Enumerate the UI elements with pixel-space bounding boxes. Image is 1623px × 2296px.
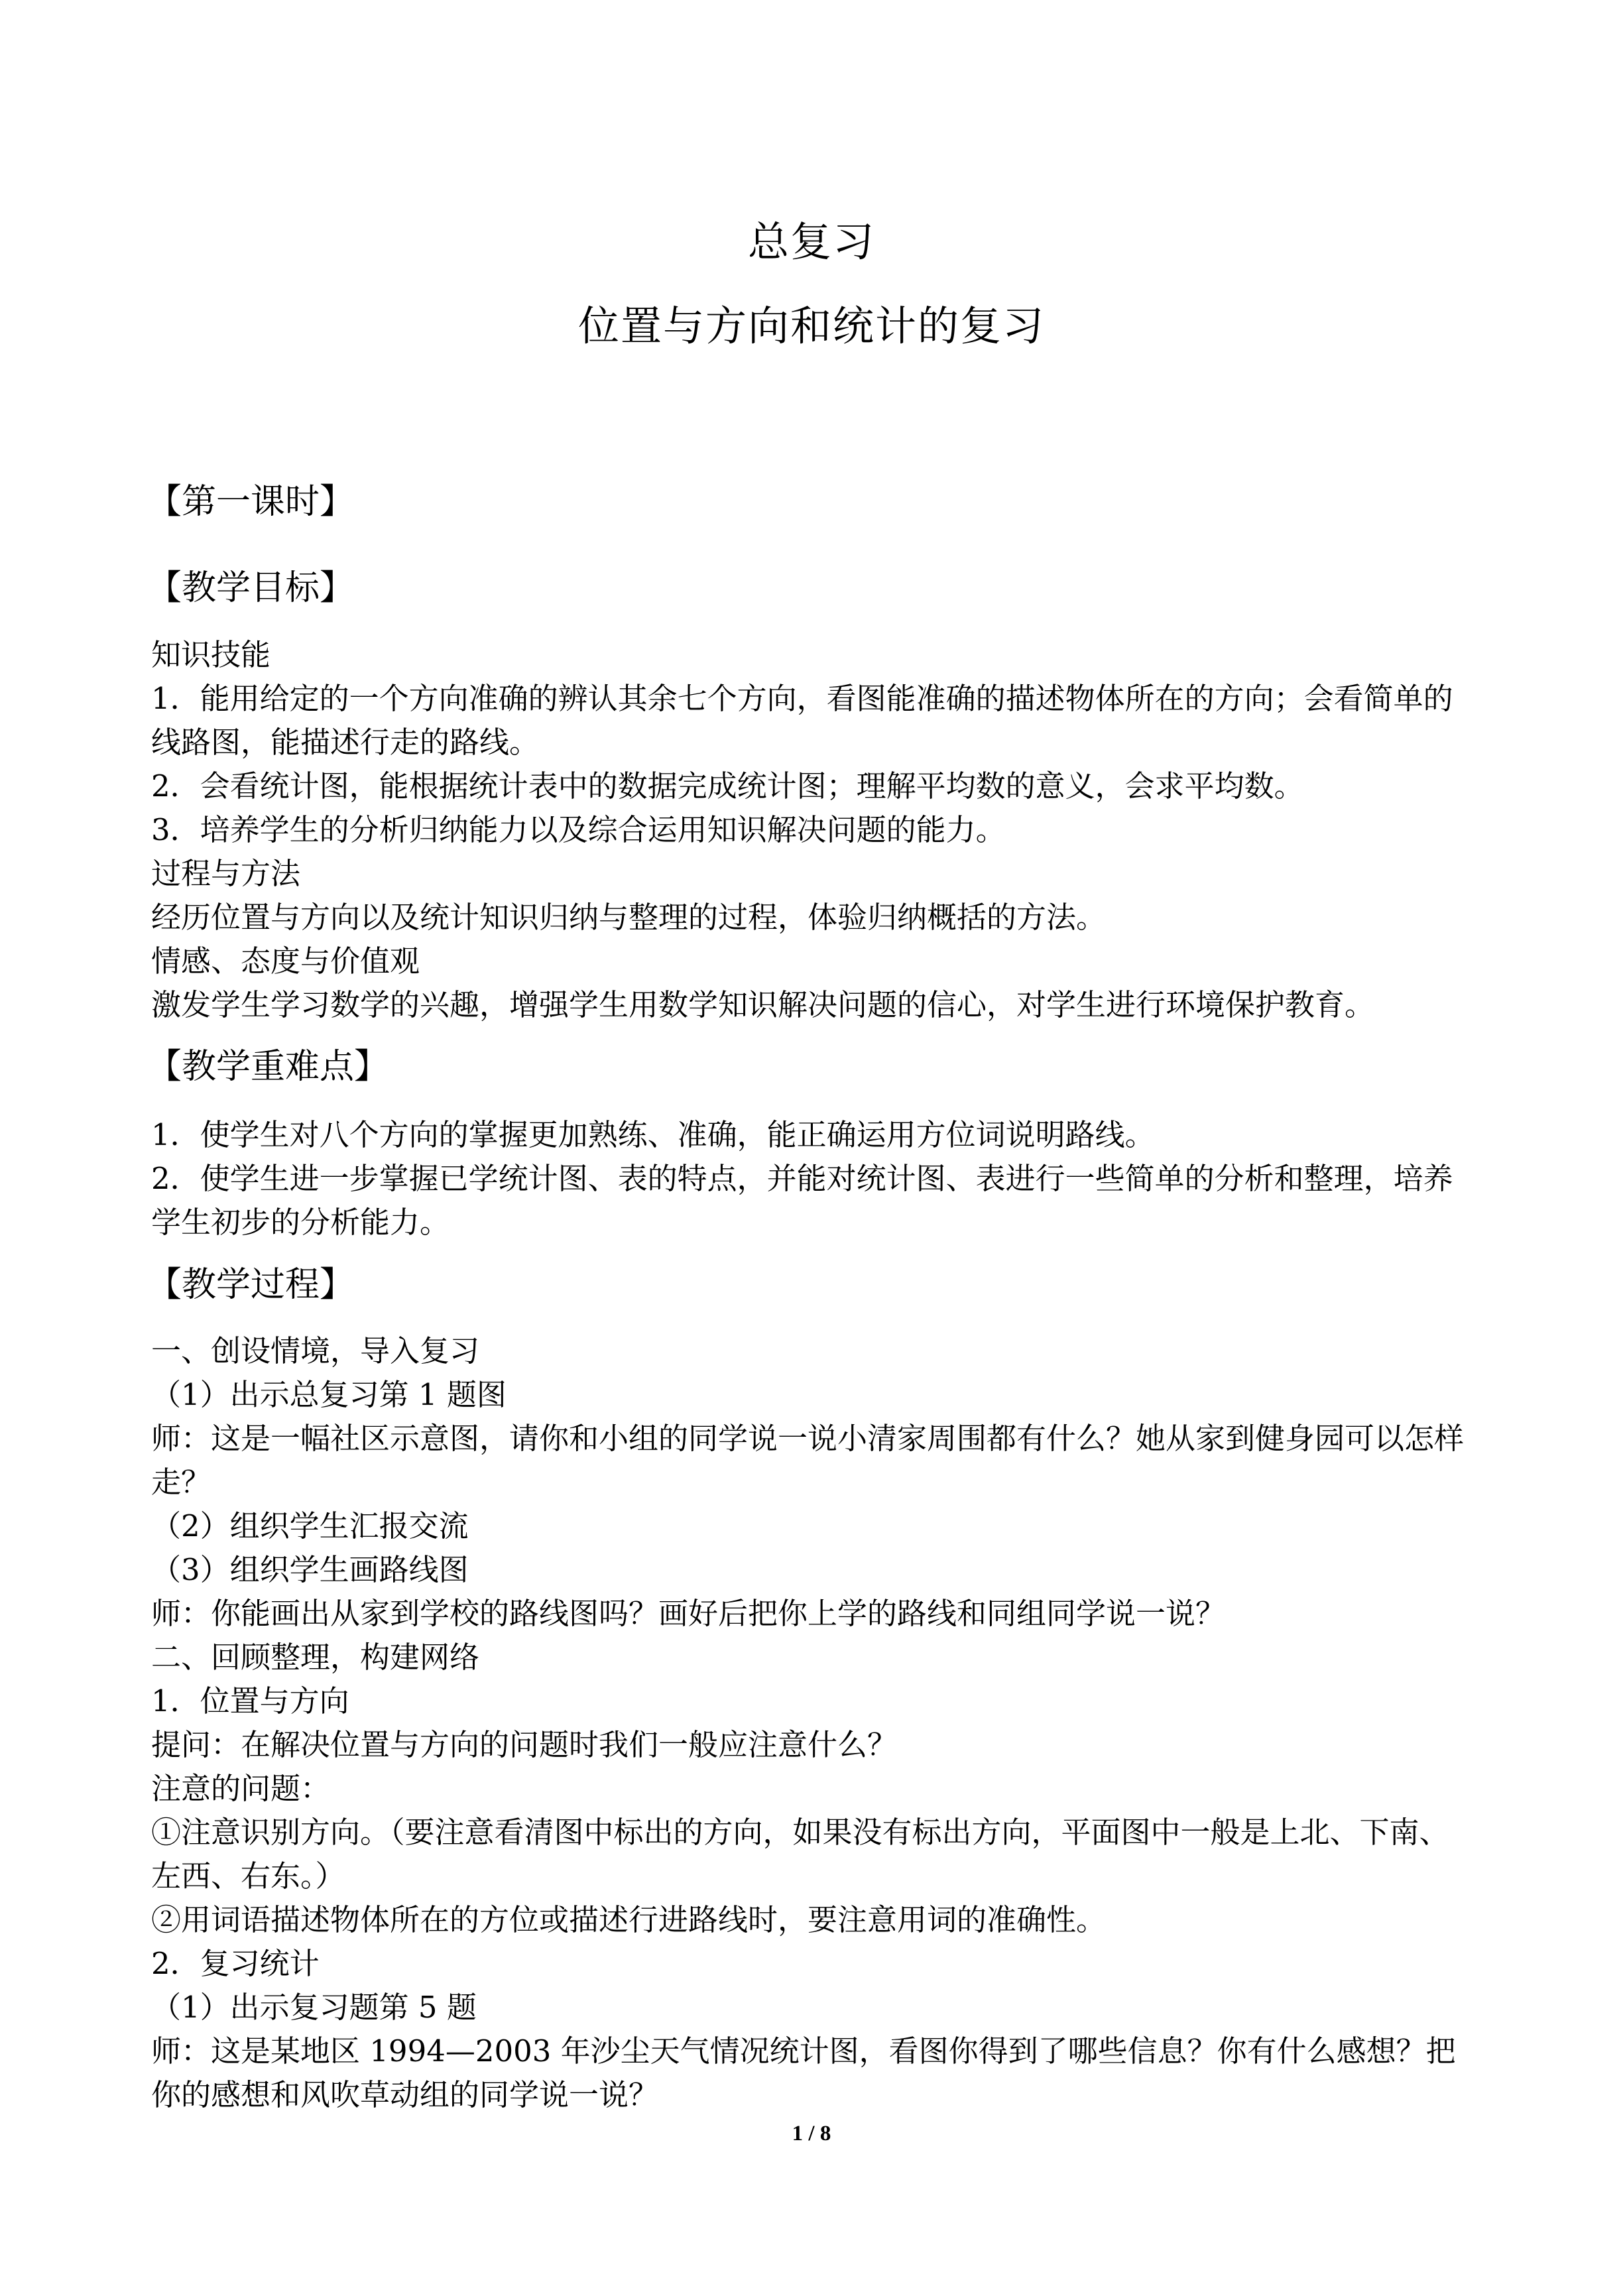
process-line: （2）组织学生汇报交流 <box>151 1508 469 1543</box>
process-line: （1）出示复习题第 5 题 <box>151 1990 477 2025</box>
process-line: 2．复习统计 <box>151 1946 320 1981</box>
process-line: （3）组织学生画路线图 <box>151 1552 469 1587</box>
key-points-body <box>151 1113 1471 1244</box>
process-heading: 【教学过程】 <box>147 1265 355 1305</box>
goals-line: 2．会看统计图，能根据统计表中的数据完成统计图；理解平均数的意义，会求平均数。 <box>151 768 1304 804</box>
process-line: 一、创设情境，导入复习 <box>151 1333 480 1368</box>
process-line: 1．位置与方向 <box>151 1683 349 1719</box>
process-line: 师：你能画出从家到学校的路线图吗？画好后把你上学的路线和同组同学说一说？ <box>151 1596 1226 1631</box>
process-line: 二、回顾整理，构建网络 <box>151 1640 480 1675</box>
goals-body <box>151 633 1471 1027</box>
process-line: ①注意识别方向。（要注意看清图中标出的方向，如果没有标出方向，平面图中一般是上北、下南、左西、右东。） <box>151 1815 1449 1894</box>
goals-line: 1．能用给定的一个方向准确的辨认其余七个方向，看图能准确的描述物体所在的方向；会看简单的线路图，能描述行走的路线。 <box>151 681 1453 760</box>
goals-line: 过程与方法 <box>151 856 301 891</box>
process-line: 师：这是某地区 1994—2003 年沙尘天气情况统计图，看图你得到了哪些信息？你有什么感想？把你的感想和风吹草动组的同学说一说？ <box>151 2033 1456 2112</box>
document-title: 总复习 <box>747 217 875 266</box>
document-subtitle: 位置与方向和统计的复习 <box>577 302 1045 350</box>
process-line: ②用词语描述物体所在的方位或描述行进路线时，要注意用词的准确性。 <box>151 1902 1107 1937</box>
process-line: 师：这是一幅社区示意图，请你和小组的同学说一说小清家周围都有什么？她从家到健身园可以怎样走？ <box>151 1421 1465 1500</box>
goals-line: 3．培养学生的分析归纳能力以及综合运用知识解决问题的能力。 <box>151 812 1006 847</box>
goals-line: 经历位置与方向以及统计知识归纳与整理的过程，体验归纳概括的方法。 <box>151 900 1107 935</box>
page-number: 1 / 8 <box>792 2122 831 2145</box>
lesson-label: 【第一课时】 <box>147 482 355 522</box>
goals-line: 知识技能 <box>151 637 271 672</box>
goals-heading: 【教学目标】 <box>147 568 355 608</box>
process-line: 提问：在解决位置与方向的问题时我们一般应注意什么？ <box>151 1727 898 1762</box>
key-points-line: 1．使学生对八个方向的掌握更加熟练、准确，能正确运用方位词说明路线。 <box>151 1117 1155 1152</box>
goals-line: 情感、态度与价值观 <box>151 943 420 979</box>
goals-line: 激发学生学习数学的兴趣，增强学生用数学知识解决问题的信心，对学生进行环境保护教育。 <box>151 987 1375 1022</box>
process-line: （1）出示总复习第 1 题图 <box>151 1377 507 1412</box>
process-body <box>151 1329 1471 2117</box>
key-points-heading: 【教学重难点】 <box>147 1047 389 1087</box>
key-points-line: 2．使学生进一步掌握已学统计图、表的特点，并能对统计图、表进行一些简单的分析和整理，培养学生初步的分析能力。 <box>151 1161 1453 1240</box>
process-line: 注意的问题： <box>151 1771 331 1806</box>
